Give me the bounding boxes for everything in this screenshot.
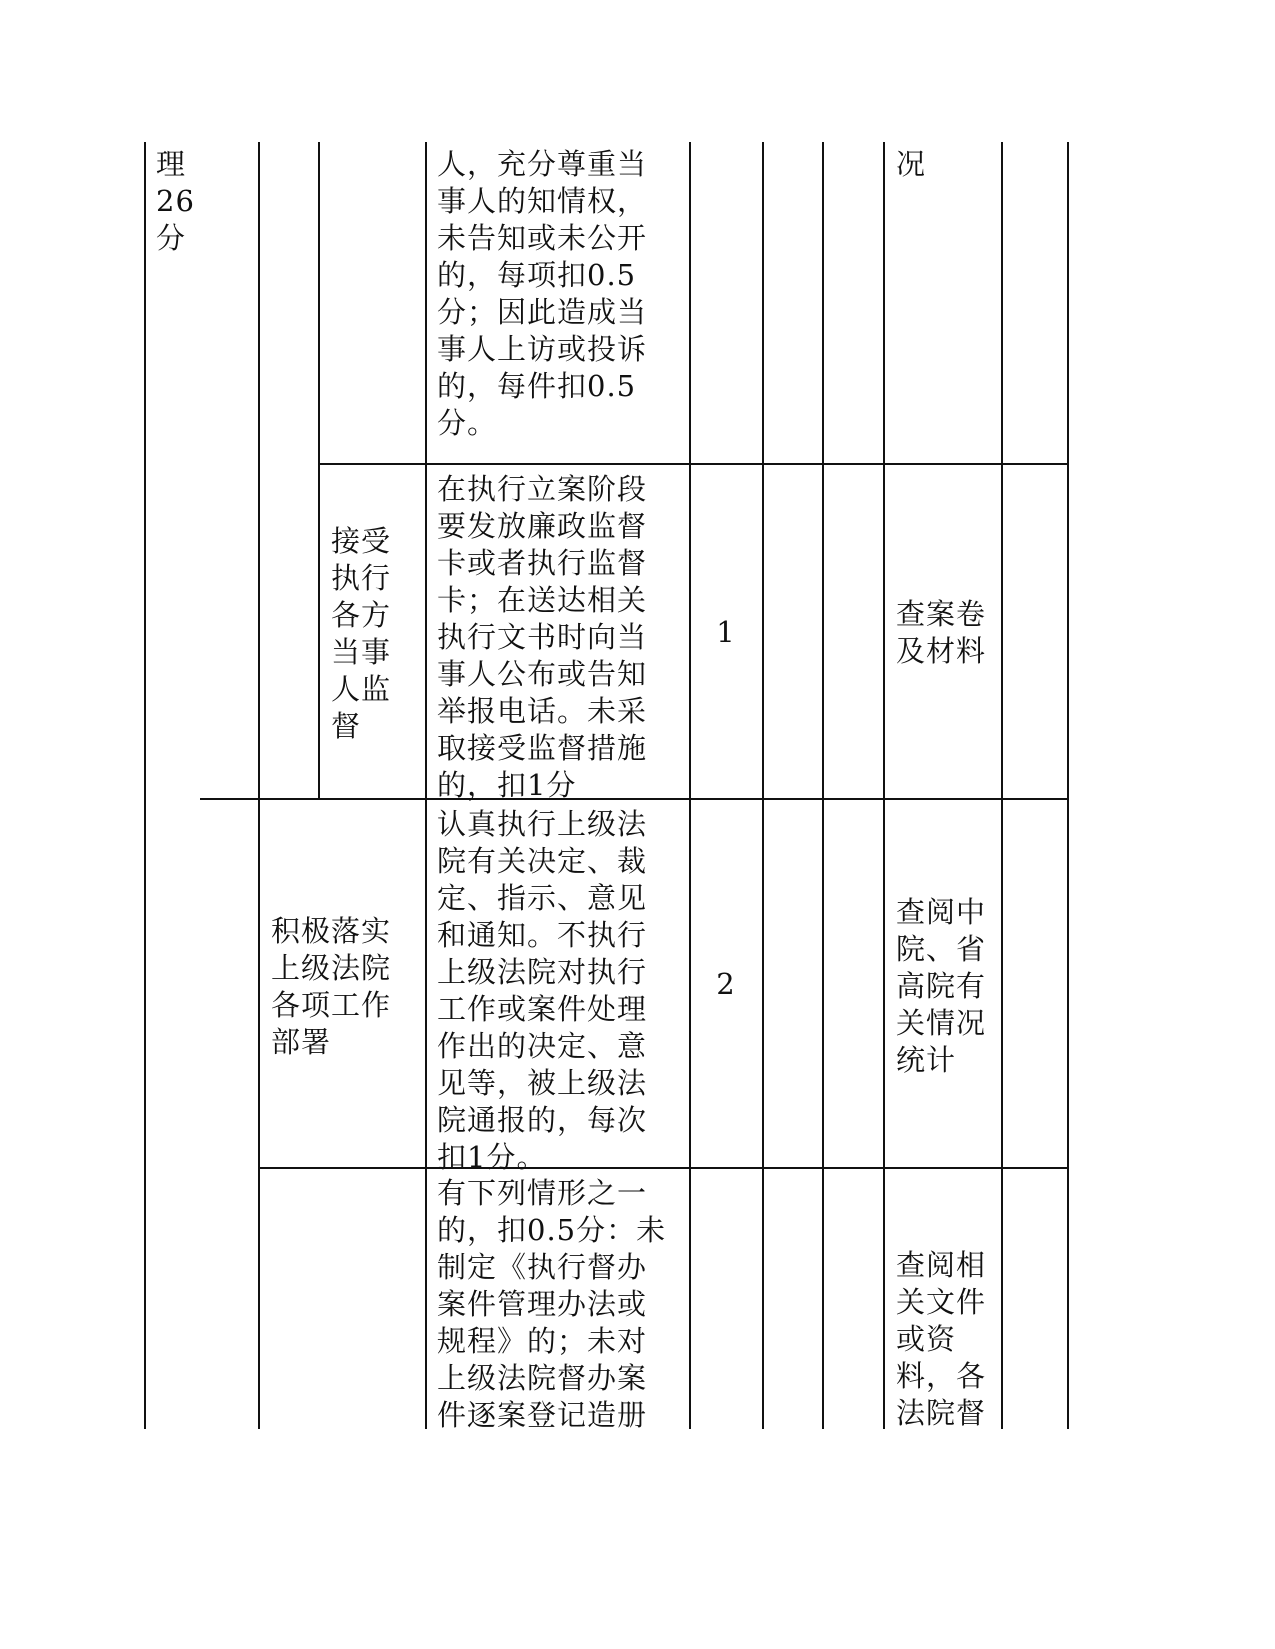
row1-method: 况 [896,147,927,181]
table-line-col2 [258,142,260,1429]
row3-item: 积极落实 上级法院 各项工作 部署 [271,914,392,1059]
row3-requirement: 认真执行上级法 院有关决定、裁 定、指示、意见 和通知。不执行 上级法院对执行 工作或案件处理 作出的决定、意 见等，被上级法 院通报的，每次 扣1分。 [437,807,648,1174]
row2-item: 接受 执行 各方 当事 人监 督 [331,524,392,743]
category-label: 理 26 分 [156,147,195,255]
row2-score: 1 [716,615,736,649]
table-border-left [144,142,146,1429]
row1-requirement: 人，充分尊重当 事人的知情权， 未告知或未公开 的，每项扣0.5 分；因此造成当 事人上访或投诉 的，每件扣0.5 分。 [437,147,648,440]
table-line-col9 [1001,142,1003,1429]
table-line-col5 [689,142,691,1429]
table-line-col3 [318,142,320,800]
table-line-col4 [425,142,427,1429]
table-border-right [1067,142,1069,1429]
row4-requirement: 有下列情形之一 的，扣0.5分：未 制定《执行督办 案件管理办法或 规程》的；未对 上级法院督办案 件逐案登记造册 [437,1176,667,1432]
table-line-col7 [822,142,824,1429]
row2-requirement: 在执行立案阶段 要发放廉政监督 卡或者执行监督 卡；在送达相关 执行文书时向当 事人公布或告知 举报电话。未采 取接受监督措施 的，扣1分 [437,472,648,802]
row2-method: 查案卷 及材料 [896,597,987,668]
row4-method: 查阅相 关文件 或资 料，各 法院督 [896,1248,987,1430]
table-line-col6 [762,142,764,1429]
table-line-col8 [883,142,885,1429]
row3-method: 查阅中 院、省 高院有 关情况 统计 [896,895,987,1077]
row-separator-1 [318,463,1069,465]
row3-score: 2 [716,967,736,1001]
